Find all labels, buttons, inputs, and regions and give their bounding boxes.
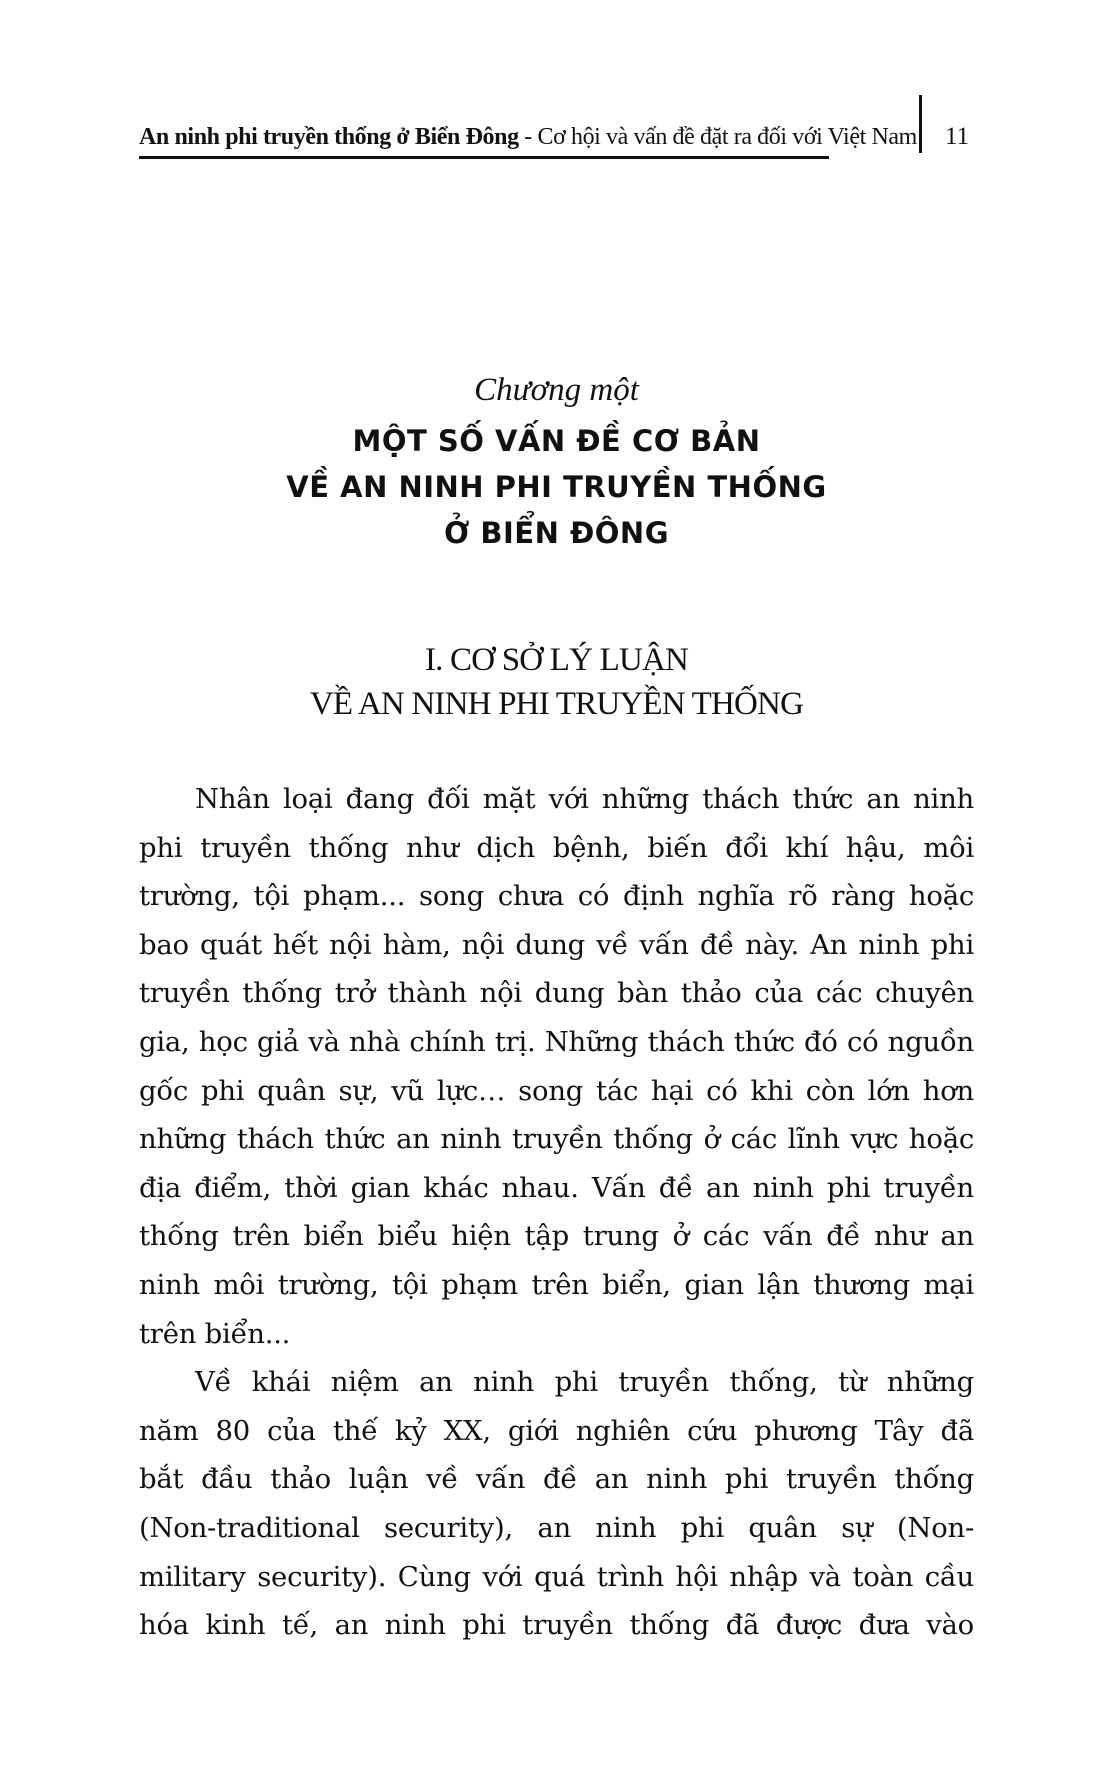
header-divider [919, 95, 922, 153]
running-header-book-title: An ninh phi truyền thống ở Biển Đông [139, 124, 519, 150]
section-title-line: I. CƠ SỞ LÝ LUẬN [424, 642, 689, 678]
paragraph-1-line: ninh môi trường, tội phạm trên biển, gian lận thương mại [139, 1268, 974, 1301]
paragraph-2-line: bắt đầu thảo luận về vấn đề an ninh phi truyền thống [139, 1463, 974, 1496]
chapter-title [139, 418, 974, 556]
chapter-title-line: MỘT SỐ VẤN ĐỀ CƠ BẢN [352, 424, 761, 458]
chapter-label: Chương một [474, 372, 639, 408]
paragraph-1-line: gốc phi quân sự, vũ lực… song tác hại có khi còn lớn hơn [139, 1074, 974, 1107]
running-header [139, 118, 917, 159]
running-header-subtitle: - Cơ hội và vấn đề đặt ra đối với Việt Nam [518, 124, 917, 150]
page-number: 11 [945, 123, 970, 150]
paragraph-2-line: năm 80 của thế kỷ XX, giới nghiên cứu phương Tây đã [139, 1414, 974, 1447]
paragraph-1-line: địa điểm, thời gian khác nhau. Vấn đề an ninh phi truyền [139, 1171, 974, 1204]
paragraph-2-line: Về khái niệm an ninh phi truyền thống, từ những [195, 1366, 974, 1399]
paragraph-1-line: trường, tội phạm... song chưa có định nghĩa rõ ràng hoặc [139, 880, 974, 913]
section-title-line: VỀ AN NINH PHI TRUYỀN THỐNG [309, 686, 804, 722]
paragraph-2-line: military security). Cùng với quá trình hội nhập và toàn cầu [139, 1560, 974, 1593]
section-title [139, 638, 974, 726]
paragraph-1-line: thống trên biển biểu hiện tập trung ở các vấn đề như an [139, 1220, 974, 1253]
paragraph-1-line: trên biển... [139, 1317, 291, 1350]
paragraph-1-line: bao quát hết nội hàm, nội dung về vấn đề này. An ninh phi [139, 928, 974, 961]
paragraph-1-line: phi truyền thống như dịch bệnh, biến đổi khí hậu, môi [139, 831, 974, 864]
chapter-title-line: Ở BIỂN ĐÔNG [443, 516, 670, 550]
body-text [139, 775, 974, 1650]
paragraph-1-line: những thách thức an ninh truyền thống ở các lĩnh vực hoặc [139, 1123, 974, 1156]
paragraph-1-line: Nhân loại đang đối mặt với những thách thức an ninh [195, 783, 974, 815]
chapter-title-line: VỀ AN NINH PHI TRUYỀN THỐNG [286, 470, 827, 504]
paragraph-2-line: hóa kinh tế, an ninh phi truyền thống đã được đưa vào [139, 1609, 974, 1642]
paragraph-1-line: gia, học giả và nhà chính trị. Những thách thức đó có nguồn [139, 1025, 974, 1058]
paragraph-1-line: truyền thống trở thành nội dung bàn thảo của các chuyên [139, 977, 974, 1010]
paragraph-2-line: (Non-traditional security), an ninh phi quân sự (Non- [139, 1511, 974, 1544]
